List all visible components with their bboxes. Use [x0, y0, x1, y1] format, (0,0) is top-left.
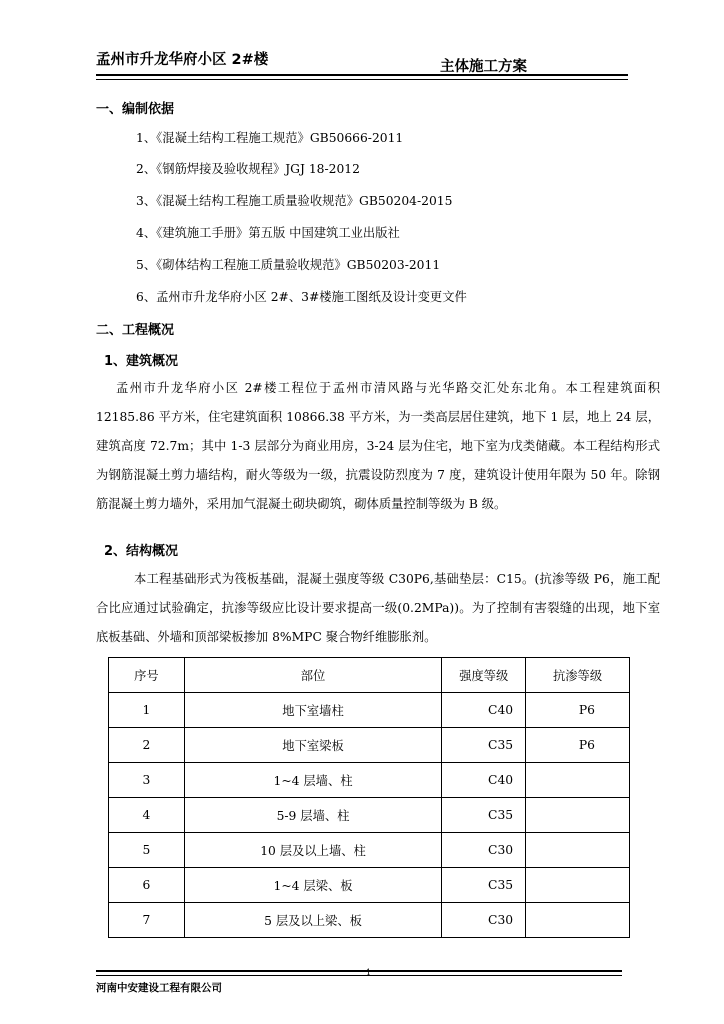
cell-no: 3 [109, 763, 185, 798]
subsection-structure-title: 2、结构概况 [104, 544, 179, 559]
cell-no: 5 [109, 833, 185, 868]
table-row [109, 868, 630, 903]
cell-strength: C40 [442, 693, 526, 728]
cell-no: 7 [109, 903, 185, 938]
ref-item-2: 2、《钢筋焊接及验收规程》JGJ 18-2012 [136, 162, 360, 176]
cell-impermeability: P6 [526, 728, 630, 763]
section1-title: 一、编制依据 [96, 102, 175, 117]
col-header-impermeability: 抗渗等级 [526, 658, 630, 693]
structure-paragraph: 本工程基础形式为筏板基础，混凝土强度等级 C30P6,基础垫层：C15。(抗渗等级 P6，施工配合比应通过试验确定，抗渗等级应比设计要求提高一级(0.2MPa))。为了控制有害裂缝的出现，地下室底板基础、外墙和顶部梁板掺加 8%MPC 聚合物纤维膨胀剂。 [96, 572, 660, 644]
table-row [109, 798, 630, 833]
ref-item-1: 1、《混凝土结构工程施工规范》GB50666-2011 [136, 131, 404, 145]
header-rule-thick [96, 74, 628, 76]
table-header-row [109, 658, 630, 693]
cell-impermeability [526, 833, 630, 868]
cell-impermeability [526, 798, 630, 833]
ref-item-6: 6、孟州市升龙华府小区 2#、3#楼施工图纸及设计变更文件 [136, 290, 467, 304]
concrete-grade-table [108, 657, 630, 938]
subsection-architecture-title: 1、建筑概况 [104, 354, 179, 369]
table-row [109, 693, 630, 728]
footer-company: 河南中安建设工程有限公司 [96, 982, 222, 994]
cell-position: 5 层及以上梁、板 [184, 903, 441, 938]
cell-strength: C30 [442, 833, 526, 868]
cell-impermeability [526, 868, 630, 903]
footer-rule-thin [96, 975, 622, 976]
cell-no: 4 [109, 798, 185, 833]
cell-impermeability [526, 903, 630, 938]
architecture-paragraph: 孟州市升龙华府小区 2#楼工程位于孟州市清风路与光华路交汇处东北角。本工程建筑面积 12185.86 平方米，住宅建筑面积 10866.38 平方米，为一类高层居住建筑，地下 1 层，地上 24 层，建筑高度 72.7m；其中 1-3 层部分为商业用房，3-24 层为住宅，地下室为戊类储藏。本工程结构形式为钢筋混凝土剪力墙结构，耐火等级为一级，抗震设防烈度为 7 度，建筑设计使用年限为 50 年。除钢筋混凝土剪力墙外，采用加气混凝土砌块砌筑，砌体质量控制等级为 B 级。 [96, 381, 660, 511]
cell-position: 地下室墙柱 [184, 693, 441, 728]
cell-position: 10 层及以上墙、柱 [184, 833, 441, 868]
cell-strength: C35 [442, 868, 526, 903]
col-header-position: 部位 [184, 658, 441, 693]
table-row [109, 763, 630, 798]
ref-item-5: 5、《砌体结构工程施工质量验收规范》GB50203-2011 [136, 258, 441, 272]
table-row [109, 833, 630, 868]
cell-impermeability [526, 763, 630, 798]
page-number: 1 [366, 968, 372, 977]
col-header-no: 序号 [109, 658, 185, 693]
cell-strength: C35 [442, 798, 526, 833]
ref-item-4: 4、《建筑施工手册》第五版 中国建筑工业出版社 [136, 226, 400, 240]
table-row [109, 728, 630, 763]
cell-no: 6 [109, 868, 185, 903]
cell-strength: C35 [442, 728, 526, 763]
cell-impermeability: P6 [526, 693, 630, 728]
section2-title: 二、工程概况 [96, 323, 175, 338]
footer-rule-thick [96, 970, 622, 972]
cell-position: 地下室梁板 [184, 728, 441, 763]
ref-item-3: 3、《混凝土结构工程施工质量验收规范》GB50204-2015 [136, 194, 453, 208]
col-header-strength: 强度等级 [442, 658, 526, 693]
header-project-title: 孟州市升龙华府小区 2#楼 [96, 52, 269, 68]
cell-strength: C30 [442, 903, 526, 938]
cell-no: 2 [109, 728, 185, 763]
cell-position: 1~4 层梁、板 [184, 868, 441, 903]
table-row [109, 903, 630, 938]
header-doc-type: 主体施工方案 [440, 59, 527, 75]
cell-strength: C40 [442, 763, 526, 798]
cell-position: 5-9 层墙、柱 [184, 798, 441, 833]
cell-position: 1~4 层墙、柱 [184, 763, 441, 798]
cell-no: 1 [109, 693, 185, 728]
header-rule-thin [96, 79, 628, 80]
